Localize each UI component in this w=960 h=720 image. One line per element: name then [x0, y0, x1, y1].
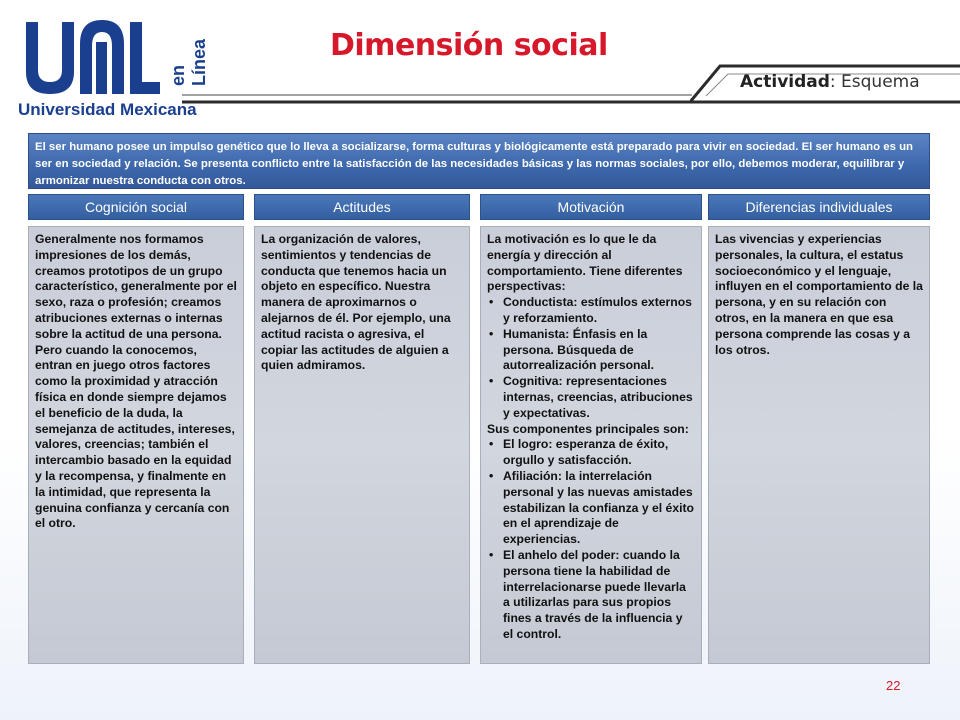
- list-item: • Cognitiva: representaciones internas, creencias, atribuciones y expectativas.: [487, 374, 695, 421]
- header-diferencias-individuales: Diferencias individuales: [708, 194, 930, 220]
- list-item: • Conductista: estímulos externos y reforzamiento.: [487, 295, 695, 327]
- list-item: • Humanista: Énfasis en la persona. Búsqueda de autorrealización personal.: [487, 327, 695, 374]
- list-item: • El anhelo del poder: cuando la persona tiene la habilidad de interrelacionarse puede llevarla a utilizarlas para sus propios fines a través de la influencia y el control.: [487, 548, 695, 643]
- logo-side-text: en Línea: [168, 38, 209, 86]
- activity-key: Actividad: [740, 72, 830, 92]
- body-motivacion: [480, 226, 702, 664]
- body-actitudes: La organización de valores, sentimientos y tendencias de conducta que tenemos hacia un objeto en específico. Nuestra manera de aproximarnos o alejarnos de él. Por ejemplo, una actitud racista o agresiva, el copiar las actitudes de alguien a quien admiramos.: [254, 226, 470, 664]
- motivacion-componentes-list: [487, 437, 695, 642]
- activity-value: : Esquema: [829, 72, 920, 92]
- header-actitudes: Actitudes: [254, 194, 470, 220]
- page-number: 22: [886, 678, 901, 693]
- university-logo: [18, 6, 209, 126]
- activity-label: [740, 72, 920, 92]
- list-item: • El logro: esperanza de éxito, orgullo y satisfacción.: [487, 437, 695, 469]
- motivacion-perspectivas-list: [487, 295, 695, 421]
- body-diferencias-individuales: Las vivencias y experiencias personales, la cultura, el estatus socioeconómico y el lenguaje, influyen en el comportamiento de la persona, y en su relación con otros, en la manera en que esa persona comprende las cosas y a los otros.: [708, 226, 930, 664]
- motivacion-componentes-heading: Sus componentes principales son:: [487, 421, 689, 436]
- intro-box: El ser humano posee un impulso genético que lo lleva a socializarse, forma culturas y biológicamente está preparado para vivir en sociedad. El ser humano es un ser en sociedad y relación. Se presenta conflicto entre la satisfacción de las necesidades básicas y las normas sociales, por ello, debemos moderar, equilibrar y armonizar nuestra conducta con otros.: [28, 133, 930, 189]
- header-motivacion: Motivación: [480, 194, 702, 220]
- university-name: Universidad Mexicana: [18, 100, 197, 119]
- unm-logo-icon: [22, 14, 162, 100]
- header-cognicion-social: Cognición social: [28, 194, 244, 220]
- page-title: Dimensión social: [330, 28, 608, 63]
- list-item: • Afiliación: la interrelación personal y las nuevas amistades estabilizan la confianza y el éxito en el aprendizaje de experiencias.: [487, 469, 695, 548]
- motivacion-intro: La motivación es lo que le da energía y dirección al comportamiento. Tiene diferentes perspectivas:: [487, 232, 683, 294]
- body-cognicion-social: Generalmente nos formamos impresiones de los demás, creamos prototipos de un grupo característico, generalmente por el sexo, raza o profesión; creamos atribuciones externas o internas sobre la actitud de una persona. Pero cuando la conocemos, entran en juego otros factores como la proximidad y atracción física en donde siempre dejamos el beneficio de la duda, la semejanza de actitudes, intereses, valores, creencias; también el intercambio basado en la equidad y la recompensa, y finalmente en la intimidad, que representa la genuina confianza y cercanía con el otro.: [28, 226, 244, 664]
